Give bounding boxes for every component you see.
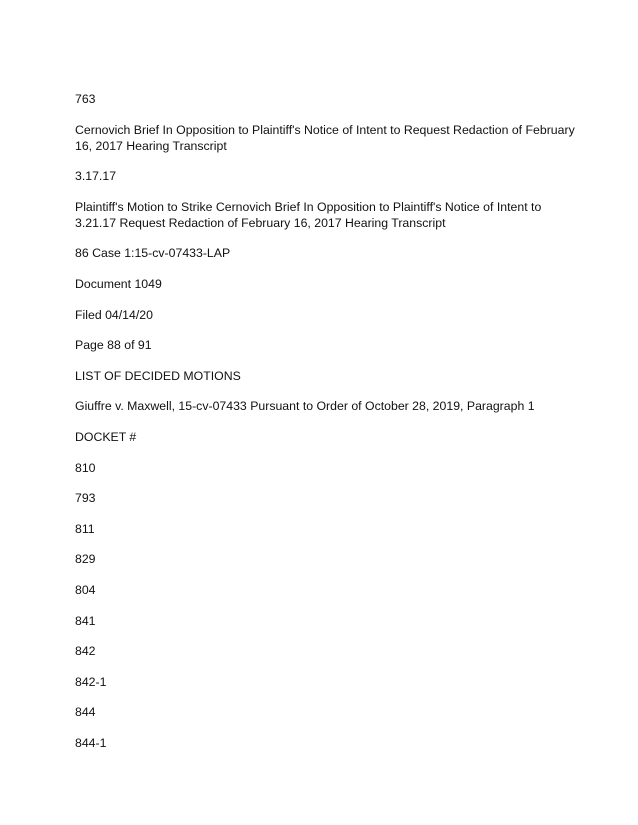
document-number-line: Document 1049 <box>75 276 162 291</box>
entry-date: 3.17.17 <box>75 169 117 184</box>
entry-description-cernovich-brief: Cernovich Brief In Opposition to Plaintiff's Notice of Intent to Request Redaction of February 16, 2017 Hearing Transcript <box>75 122 575 153</box>
filed-date-line: Filed 04/14/20 <box>75 307 153 322</box>
page-number-line: Page 88 of 91 <box>75 338 152 353</box>
docket-entry: 841 <box>75 613 96 628</box>
case-number-line: 86 Case 1:15-cv-07433-LAP <box>75 246 231 261</box>
docket-entry: 811 <box>75 521 95 536</box>
docket-entry: 804 <box>75 582 96 597</box>
docket-entry: 829 <box>75 552 96 567</box>
docket-column-header: DOCKET # <box>75 429 137 444</box>
case-caption: Giuffre v. Maxwell, 15-cv-07433 Pursuant to Order of October 28, 2019, Paragraph 1 <box>75 399 535 414</box>
docket-entry: 844 <box>75 705 96 720</box>
docket-entry: 810 <box>75 460 96 475</box>
docket-number-763: 763 <box>75 92 96 106</box>
document-body <box>75 91 575 765</box>
entry-description-motion-to-strike: Plaintiff's Motion to Strike Cernovich Brief In Opposition to Plaintiff's Notice of Intent to 3.21.17 Request Redaction of February 16, 2017 Hearing Transcript <box>75 199 542 230</box>
docket-entry: 842 <box>75 644 96 659</box>
docket-entry: 842-1 <box>75 674 107 689</box>
docket-entry: 793 <box>75 491 96 506</box>
section-title: LIST OF DECIDED MOTIONS <box>75 368 241 383</box>
docket-entry: 844-1 <box>75 735 107 750</box>
